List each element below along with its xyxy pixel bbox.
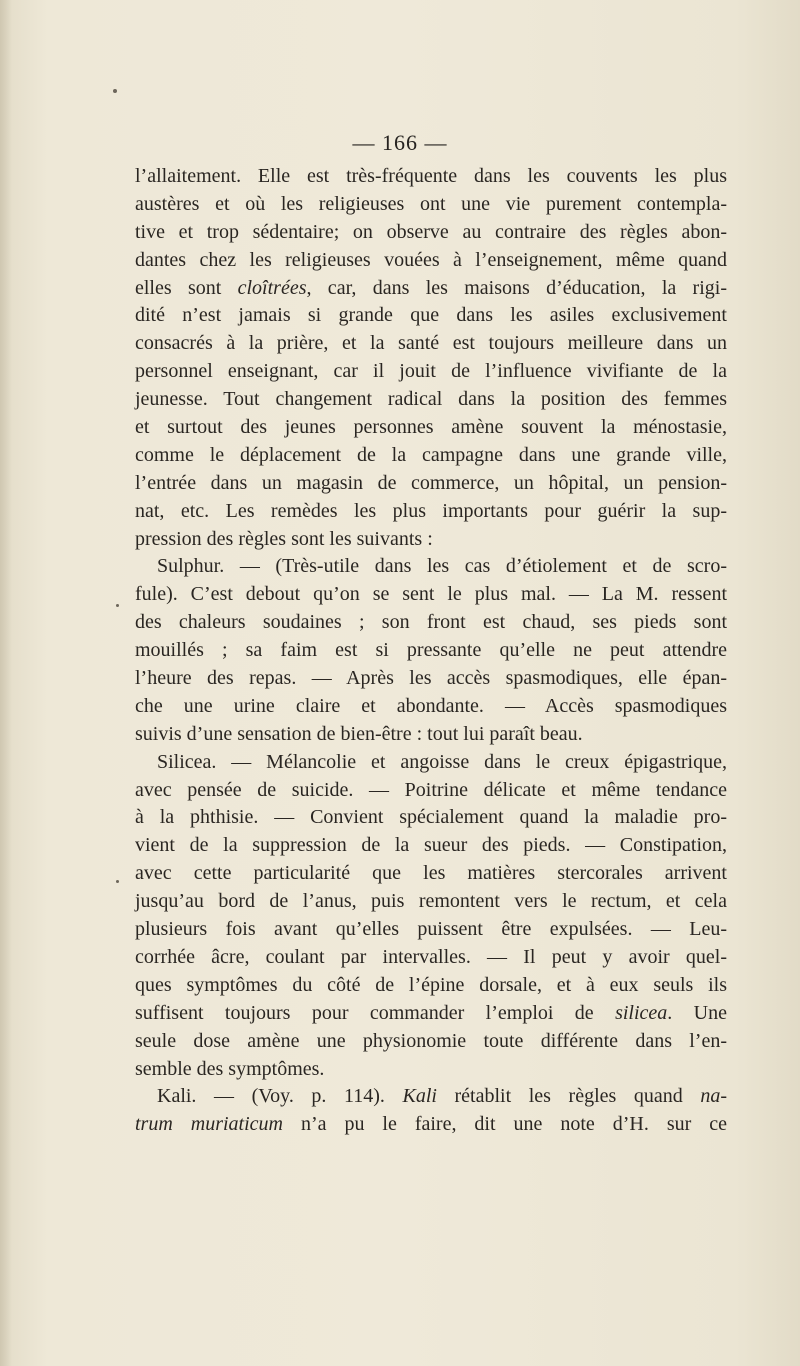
ink-speck <box>116 604 119 607</box>
text-line: tive et trop sédentaire; on observe au contraire des règles abon- <box>135 220 727 243</box>
text-line: suffisent toujours pour commander l’emploi de silicea. Une <box>135 1001 727 1024</box>
text-line: seule dose amène une physionomie toute différente dans l’en- <box>135 1029 727 1052</box>
text-line: des chaleurs soudaines ; son front est chaud, ses pieds sont <box>135 611 727 634</box>
text-line: ques symptômes du côté de l’épine dorsale, et à eux seuls ils <box>135 973 727 996</box>
text-line: pression des règles sont les suivants : <box>135 527 433 550</box>
text-line: Kali. — (Voy. p. 114). Kali rétablit les règles quand na- <box>157 1085 727 1108</box>
text-line: consacrés à la prière, et la santé est toujours meilleure dans un <box>135 332 727 355</box>
text-line: dité n’est jamais si grande que dans les asiles exclusivement <box>135 304 727 327</box>
text-line: l’entrée dans un magasin de commerce, un hôpital, un pension- <box>135 471 727 494</box>
page-number: — 166 — <box>352 130 448 155</box>
text-line: comme le déplacement de la campagne dans une grande ville, <box>135 443 727 466</box>
text-line: plusieurs fois avant qu’elles puissent être expulsées. — Leu- <box>135 918 727 941</box>
text-line: à la phthisie. — Convient spécialement quand la maladie pro- <box>135 806 727 829</box>
text-line: et surtout des jeunes personnes amène souvent la ménostasie, <box>135 416 727 439</box>
text-line: avec cette particularité que les matières stercorales arrivent <box>135 862 727 885</box>
text-line: trum muriaticum n’a pu le faire, dit une note d’H. sur ce <box>135 1113 728 1136</box>
text-line: austères et où les religieuses ont une vie purement contempla- <box>135 192 727 215</box>
text-line: jusqu’au bord de l’anus, puis remontent vers le rectum, et cela <box>135 890 727 913</box>
text-line: corrhée âcre, coulant par intervalles. — Il peut y avoir quel- <box>135 945 727 968</box>
text-line: personnel enseignant, car il jouit de l’influence vivifiante de la <box>135 360 727 383</box>
text-line: elles sont cloîtrées, car, dans les maisons d’éducation, la rigi- <box>135 276 727 299</box>
text-line: fule). C’est debout qu’on se sent le plus mal. — La M. ressent <box>135 583 727 606</box>
text-line: vient de la suppression de la sueur des pieds. — Constipation, <box>135 834 727 857</box>
text-line: l’allaitement. Elle est très-fréquente dans les couvents les plus <box>135 165 727 187</box>
ink-speck <box>113 89 117 93</box>
text-line: semble des symptômes. <box>135 1057 325 1080</box>
body-text <box>135 163 727 1139</box>
text-line: nat, etc. Les remèdes les plus importants pour guérir la sup- <box>135 499 727 522</box>
text-line: jeunesse. Tout changement radical dans la position des femmes <box>135 388 727 411</box>
text-line: Sulphur. — (Très-utile dans les cas d’étiolement et de scro- <box>157 555 727 578</box>
text-line: dantes chez les religieuses vouées à l’enseignement, même quand <box>135 248 727 271</box>
text-line: Silicea. — Mélancolie et angoisse dans le creux épigastrique, <box>157 750 727 773</box>
text-line: l’heure des repas. — Après les accès spasmodiques, elle épan- <box>135 667 727 690</box>
text-line: suivis d’une sensation de bien-être : tout lui paraît beau. <box>135 722 583 745</box>
text-line: avec pensée de suicide. — Poitrine délicate et même tendance <box>135 778 727 801</box>
text-line: che une urine claire et abondante. — Accès spasmodiques <box>135 694 727 717</box>
ink-speck <box>116 880 119 883</box>
text-line: mouillés ; sa faim est si pressante qu’elle ne peut attendre <box>135 639 727 662</box>
page-edge-shadow <box>0 0 12 1366</box>
